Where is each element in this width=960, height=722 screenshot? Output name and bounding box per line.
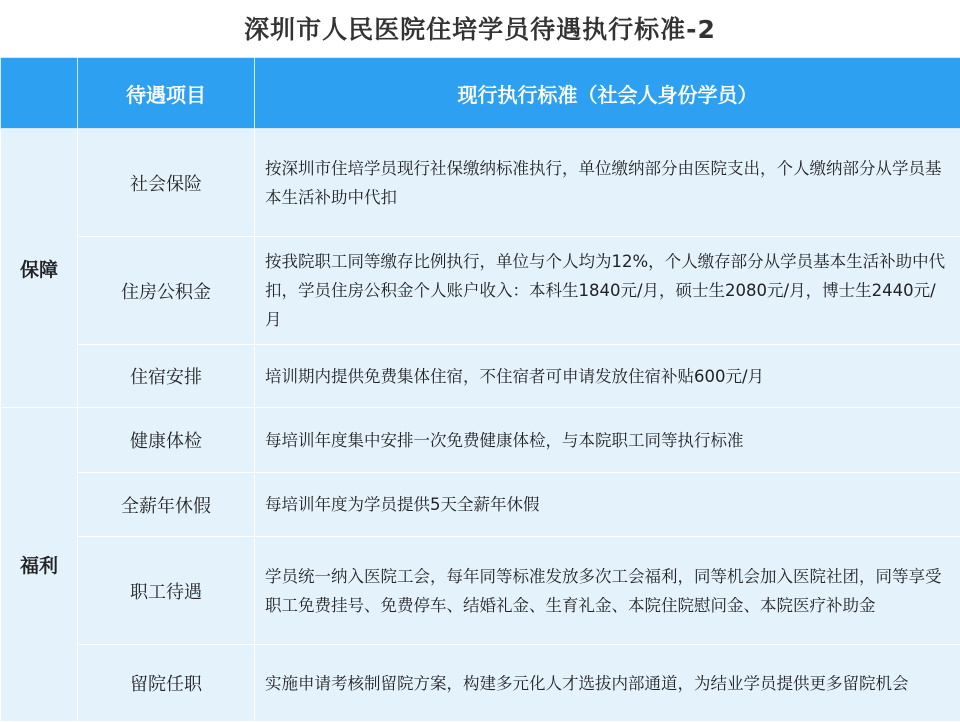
table-row [1,345,960,408]
item-cell: 住房公积金 [78,237,255,345]
desc-cell: 每培训年度为学员提供5天全薪年休假 [255,473,960,537]
table-row [1,237,960,345]
item-cell: 全薪年休假 [78,473,255,537]
category-cell-security: 保障 [1,129,78,408]
table-row [1,537,960,645]
desc-cell: 培训期内提供免费集体住宿，不住宿者可申请发放住宿补贴600元/月 [255,345,960,408]
item-cell: 职工待遇 [78,537,255,645]
header-category [1,58,78,129]
item-cell: 留院任职 [78,645,255,722]
header-item: 待遇项目 [78,58,255,129]
table-row [1,408,960,473]
desc-cell: 按我院职工同等缴存比例执行，单位与个人均为12%，个人缴存部分从学员基本生活补助中代扣，学员住房公积金个人账户收入：本科生1840元/月，硕士生2080元/月，博士生2440元/月 [255,237,960,345]
item-cell: 住宿安排 [78,345,255,408]
header-standard: 现行执行标准（社会人身份学员） [255,58,960,129]
benefits-table [0,57,960,722]
table-row [1,129,960,237]
desc-cell: 学员统一纳入医院工会，每年同等标准发放多次工会福利，同等机会加入医院社团，同等享受职工免费挂号、免费停车、结婚礼金、生育礼金、本院住院慰问金、本院医疗补助金 [255,537,960,645]
page-title: 深圳市人民医院住培学员待遇执行标准-2 [0,0,960,56]
desc-cell: 每培训年度集中安排一次免费健康体检，与本院职工同等执行标准 [255,408,960,473]
item-cell: 社会保险 [78,129,255,237]
desc-cell: 实施申请考核制留院方案，构建多元化人才选拔内部通道，为结业学员提供更多留院机会 [255,645,960,722]
table-row [1,645,960,722]
table-row [1,473,960,537]
category-cell-welfare: 福利 [1,408,78,722]
desc-cell: 按深圳市住培学员现行社保缴纳标准执行，单位缴纳部分由医院支出，个人缴纳部分从学员基本生活补助中代扣 [255,129,960,237]
item-cell: 健康体检 [78,408,255,473]
table-header-row [1,58,960,129]
